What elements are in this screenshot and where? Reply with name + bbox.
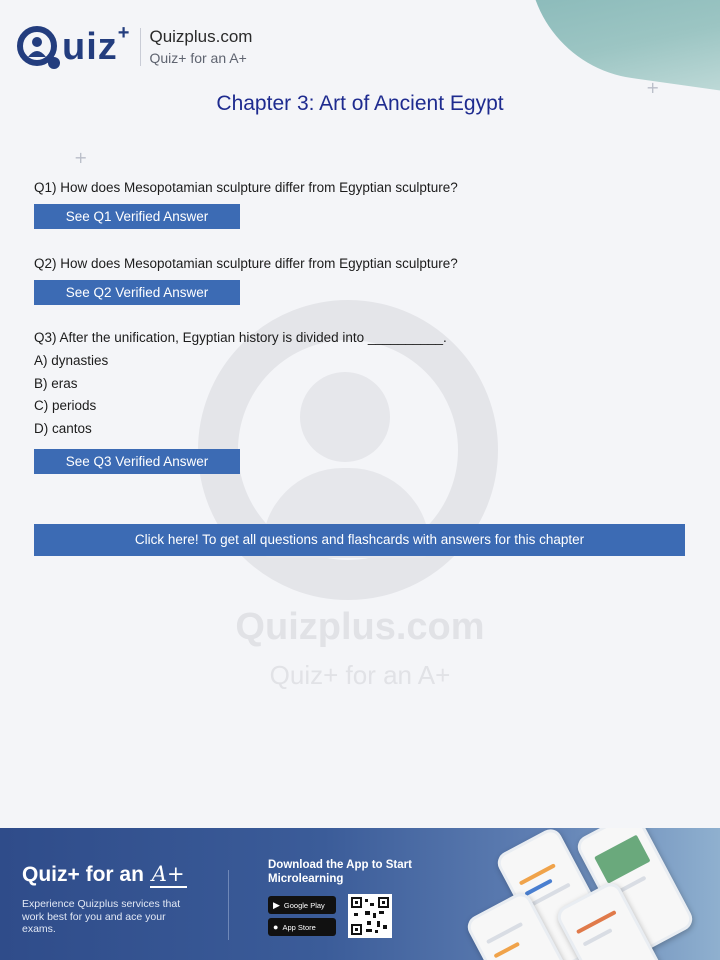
- plus-decoration: +: [646, 78, 660, 97]
- play-store-icon: ▶: [273, 899, 280, 910]
- question-3: [34, 330, 694, 474]
- question-1: [34, 180, 694, 229]
- quizplus-logo[interactable]: [16, 24, 252, 69]
- download-app-heading: Download the App to Start Microlearning: [268, 859, 412, 885]
- google-play-button[interactable]: ▶ Google Play: [268, 896, 336, 914]
- question-text: Q3) After the unification, Egyptian history is divided into __________.: [34, 330, 447, 345]
- logo-tagline: Quiz+ for an A+: [149, 50, 247, 66]
- footer-title: Quiz+ for an A+: [22, 862, 185, 886]
- watermark-site: Quizplus.com: [235, 606, 485, 648]
- user-circle-icon: [16, 25, 60, 69]
- logo-wordmark: uiz+: [62, 22, 131, 68]
- chapter-title: Chapter 3: Art of Ancient Egypt: [216, 92, 504, 115]
- qr-code[interactable]: [348, 894, 392, 938]
- app-store-button[interactable]: ● App Store: [268, 918, 336, 936]
- corner-decoration: [513, 0, 720, 98]
- question-text: Q1) How does Mesopotamian sculpture differ from Egyptian sculpture?: [34, 180, 458, 195]
- logo-divider: [140, 28, 141, 66]
- plus-decoration: +: [74, 148, 88, 167]
- answer-options: [34, 350, 694, 440]
- apple-icon: ●: [273, 922, 279, 932]
- option-d: D) cantos: [34, 420, 92, 436]
- option-a: A) dynasties: [34, 353, 109, 368]
- see-q2-answer-button[interactable]: See Q2 Verified Answer: [34, 280, 240, 305]
- question-2: [34, 256, 694, 305]
- get-all-questions-button[interactable]: Click here! To get all questions and flashcards with answers for this chapter: [34, 524, 685, 556]
- option-c: C) periods: [34, 398, 97, 413]
- see-q3-answer-button[interactable]: See Q3 Verified Answer: [34, 449, 240, 474]
- see-q1-answer-button[interactable]: See Q1 Verified Answer: [34, 204, 240, 229]
- footer-divider: [228, 870, 229, 940]
- option-b: B) eras: [34, 375, 78, 391]
- question-text: Q2) How does Mesopotamian sculpture differ from Egyptian sculpture?: [34, 256, 458, 271]
- watermark-tagline: Quiz+ for an A+: [269, 660, 451, 690]
- logo-site-name: Quizplus.com: [149, 27, 253, 46]
- footer-description: Experience Quizplus services that work best for you and ace your exams.: [22, 898, 181, 935]
